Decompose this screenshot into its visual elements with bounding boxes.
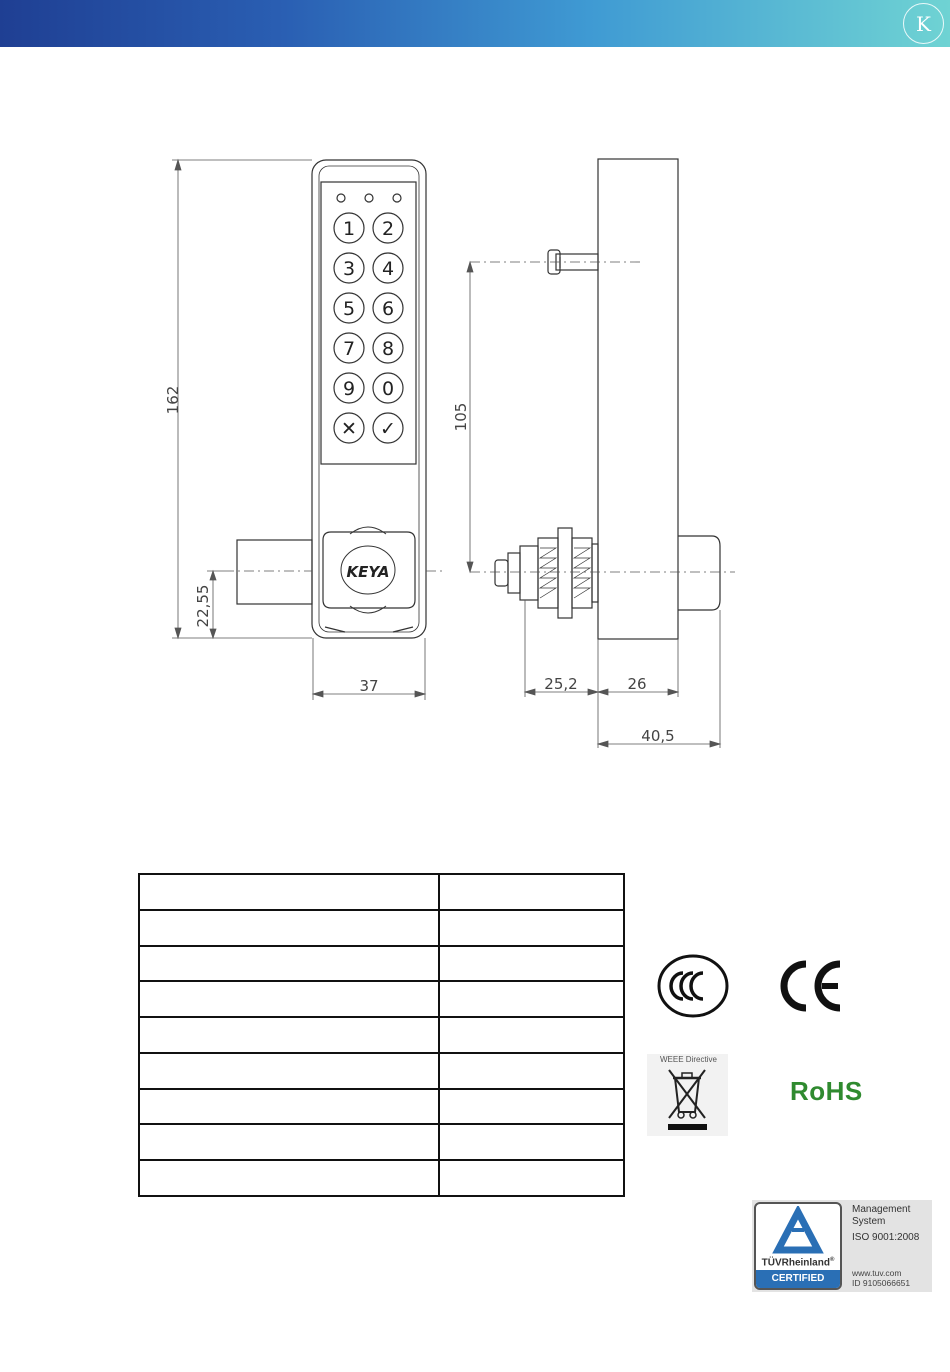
cam-bar [237, 540, 312, 604]
keypad-key-label: 9 [342, 378, 356, 400]
table-row [139, 874, 624, 910]
tuv-triangle-icon [756, 1206, 840, 1258]
spec-label-cell [139, 910, 439, 946]
dim-height: 162 [164, 385, 182, 415]
table-row [139, 1089, 624, 1125]
keypad-key-label: ✓ [380, 418, 396, 440]
keypad-key-label: 1 [342, 218, 356, 240]
spec-label-cell [139, 1160, 439, 1196]
table-row [139, 1160, 624, 1196]
tuv-certified-label: CERTIFIED [756, 1270, 840, 1288]
keypad-key-label: 2 [381, 218, 395, 240]
brand-logo-icon: K [903, 3, 944, 44]
tuv-footer: www.tuv.com ID 9105066651 [852, 1268, 911, 1288]
weee-label: WEEE Directive [660, 1055, 717, 1064]
keypad-key-label: 8 [381, 338, 395, 360]
dim-width: 37 [359, 677, 379, 695]
washer-2 [558, 528, 572, 618]
tuv-badge [754, 1202, 842, 1290]
table-row [139, 946, 624, 982]
spec-label-cell [139, 946, 439, 982]
keypad-key-label: 5 [342, 298, 356, 320]
spec-label-cell [139, 1089, 439, 1125]
spec-value-cell [439, 874, 624, 910]
keypad-key-label: 0 [381, 378, 395, 400]
spec-value-cell [439, 946, 624, 982]
dim-total-depth: 40,5 [641, 727, 675, 745]
dim-cam-offset: 22,55 [194, 584, 212, 628]
ccc-mark-icon [655, 953, 731, 1019]
keypad-key-label: 6 [381, 298, 395, 320]
keypad-key-label: ✕ [341, 418, 357, 440]
keypad-key-circles [334, 213, 403, 443]
table-row [139, 1053, 624, 1089]
ce-mark-icon [778, 960, 848, 1012]
spec-label-cell [139, 1053, 439, 1089]
shaft-tip [495, 560, 508, 586]
tuv-certificate [752, 1200, 932, 1292]
spec-value-cell [439, 1160, 624, 1196]
table-row [139, 910, 624, 946]
keypad-key-label: 7 [342, 338, 356, 360]
keypad-key-label: 4 [381, 258, 395, 280]
spec-label-cell [139, 874, 439, 910]
spec-label-cell [139, 981, 439, 1017]
spec-value-cell [439, 1124, 624, 1160]
table-row [139, 1124, 624, 1160]
tuv-name: TÜVRheinland® [761, 1257, 835, 1269]
spec-value-cell [439, 910, 624, 946]
spec-label-cell [139, 1017, 439, 1053]
brand-mark: KEYA [346, 563, 390, 581]
spec-value-cell [439, 1053, 624, 1089]
crossed-bin-icon [647, 1064, 728, 1136]
rohs-mark: RoHS [790, 1076, 863, 1106]
spec-value-cell [439, 1089, 624, 1125]
spec-label-cell [139, 1124, 439, 1160]
dim-bolt-distance: 105 [452, 402, 470, 432]
side-knob [678, 536, 720, 610]
spec-value-cell [439, 981, 624, 1017]
spec-value-cell [439, 1017, 624, 1053]
keypad-key-label: 3 [342, 258, 356, 280]
dim-thread-length: 25,2 [544, 675, 578, 693]
table-row [139, 1017, 624, 1053]
spec-table [138, 873, 625, 1197]
dim-body-depth: 26 [627, 675, 647, 693]
weee-mark [647, 1054, 728, 1136]
tuv-system-info: Management System ISO 9001:2008 [852, 1204, 920, 1243]
table-row [139, 981, 624, 1017]
side-body [598, 159, 678, 639]
